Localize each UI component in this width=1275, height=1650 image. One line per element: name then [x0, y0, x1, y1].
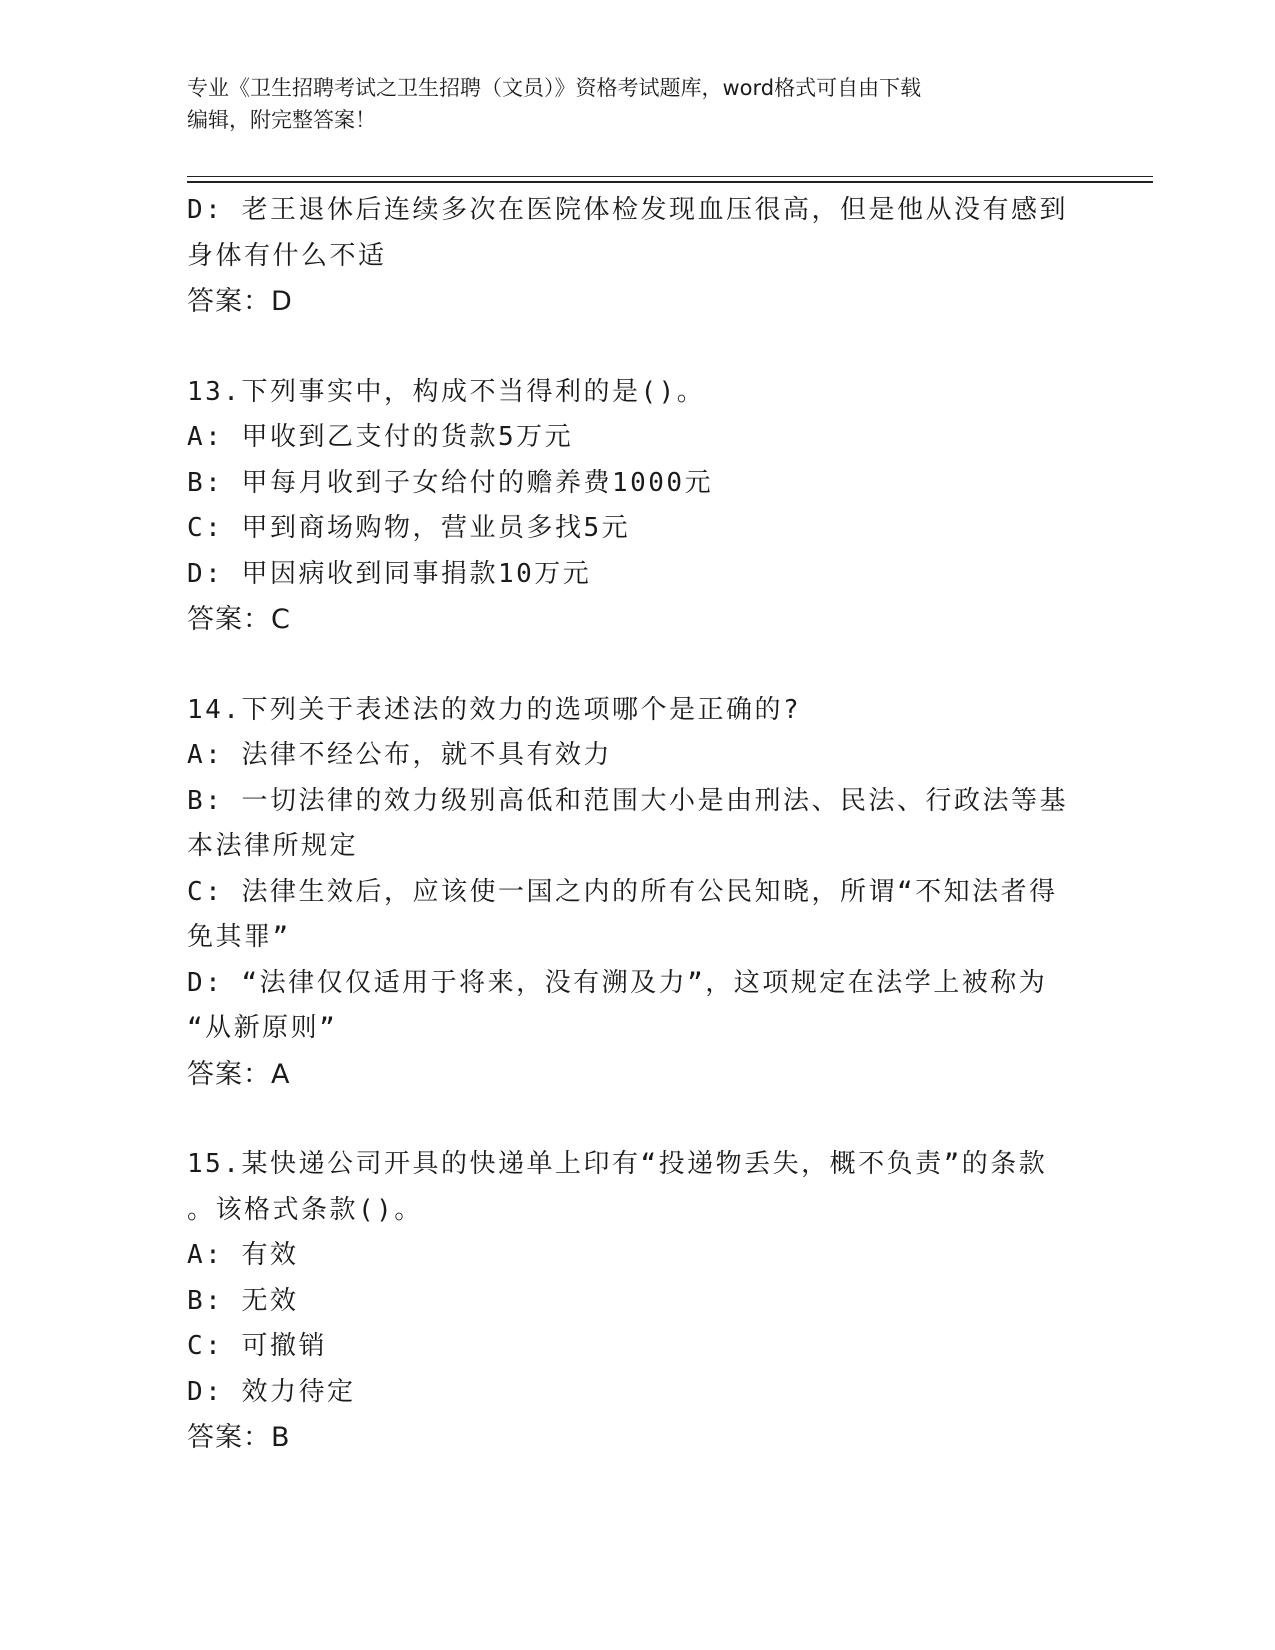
question-12-tail	[187, 188, 1087, 325]
q13-question: 13.下列事实中，构成不当得利的是()。	[187, 376, 706, 407]
q14-option-b-line-1: B: 一切法律的效力级别高低和范围大小是由刑法、民法、行政法等基	[187, 785, 1068, 816]
header-line-1: 专业《卫生招聘考试之卫生招聘（文员）》资格考试题库，word格式可自由下载	[187, 76, 922, 100]
q14-answer: 答案：A	[187, 1058, 291, 1090]
q15-option-a: A: 有效	[187, 1240, 299, 1270]
q13-answer: 答案：C	[187, 604, 291, 635]
q12-answer: 答案：D	[187, 286, 293, 317]
question-content	[187, 188, 1087, 1461]
question-14	[187, 688, 1087, 1098]
q14-option-b-line-2: 本法律所规定	[187, 831, 359, 861]
document-header	[187, 72, 1087, 136]
q13-option-a: A: 甲收到乙支付的货款5万元	[187, 422, 574, 452]
spacer	[187, 1097, 1087, 1142]
q15-question-line-1: 15.某快递公司开具的快递单上印有“投递物丢失，概不负责”的条款	[187, 1149, 1048, 1179]
q14-option-d-line-2: “从新原则”	[187, 1013, 338, 1043]
q15-answer: 答案：B	[187, 1422, 291, 1453]
q14-option-c-line-2: 免其罪”	[187, 922, 291, 952]
q15-option-d: D: 效力待定	[187, 1376, 356, 1407]
question-13	[187, 370, 1087, 643]
q15-option-c: C: 可撤销	[187, 1331, 327, 1361]
q13-option-b: B: 甲每月收到子女给付的赡养费1000元	[187, 467, 714, 498]
spacer	[187, 643, 1087, 688]
header-divider-thin	[187, 176, 1153, 177]
question-15	[187, 1142, 1087, 1461]
q14-option-a: A: 法律不经公布，就不具有效力	[187, 740, 612, 770]
q12-option-d-line-2: 身体有什么不适	[187, 240, 387, 271]
header-line-2: 编辑，附完整答案！	[187, 108, 376, 132]
q13-option-c: C: 甲到商场购物，营业员多找5元	[187, 513, 631, 543]
header-divider-thick	[187, 181, 1153, 183]
q14-option-c-line-1: C: 法律生效后，应该使一国之内的所有公民知晓，所谓“不知法者得	[187, 876, 1058, 907]
q14-question: 14.下列关于表述法的效力的选项哪个是正确的?	[187, 694, 802, 725]
q15-option-b: B: 无效	[187, 1285, 299, 1316]
q12-option-d-line-1: D: 老王退休后连续多次在医院体检发现血压很高，但是他从没有感到	[187, 195, 1068, 225]
q13-option-d: D: 甲因病收到同事捐款10万元	[187, 558, 592, 589]
q15-question-line-2: 。该格式条款()。	[187, 1194, 423, 1225]
q14-option-d-line-1: D: “法律仅仅适用于将来，没有溯及力”，这项规定在法学上被称为	[187, 967, 1048, 998]
spacer	[187, 325, 1087, 370]
